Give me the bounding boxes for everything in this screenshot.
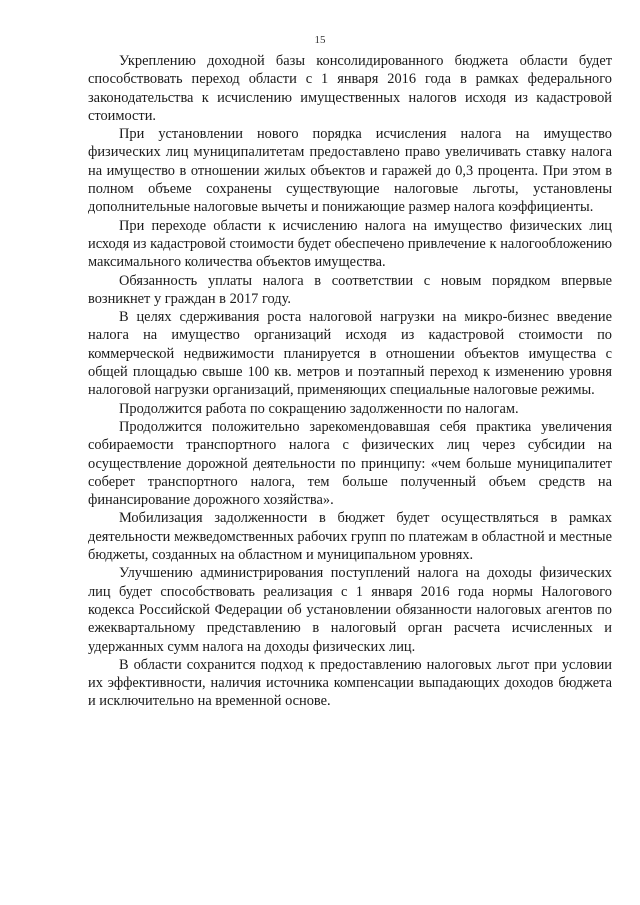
paragraph: Продолжится положительно зарекомендовавшая себя практика увеличения собираемости транспортного налога с физических лиц через субсидии на осуществление дорожной деятельности по принципу: «чем больше муниципалитет соберет транспортного налога, тем больше полученный объем средств на финансирование дорожного хозяйства».	[88, 418, 612, 509]
paragraph: Обязанность уплаты налога в соответствии с новым порядком впервые возникнет у граждан в 2017 году.	[88, 272, 612, 307]
paragraph: При установлении нового порядка исчисления налога на имущество физических лиц муниципалитетам предоставлено право увеличивать ставку налога на имущество в отношении жилых объектов и гаражей до 0,3 процента. При этом в полном объеме сохранены существующие налоговые льготы, установлены дополнительные налоговые вычеты и понижающие размер налога коэффициенты.	[88, 126, 612, 216]
paragraph: Улучшению администрирования поступлений налога на доходы физических лиц будет способствовать реализация с 1 января 2016 года нормы Налогового кодекса Российской Федерации об установлении обязанности налоговых агентов по ежеквартальному представлению в налоговый орган расчета исчисленных и удержанных сумм налога на доходы физических лиц.	[88, 565, 612, 655]
paragraph: В целях сдерживания роста налоговой нагрузки на микро-бизнес введение налога на имущество организаций исходя из кадастровой стоимости по коммерческой недвижимости планируется в отношении объектов имущества с общей площадью свыше 100 кв. метров и поэтапный переход к изменению уровня налоговой нагрузки организаций, применяющих специальные налоговые режимы.	[88, 309, 612, 399]
paragraph: В области сохранится подход к предоставлению налоговых льгот при условии их эффективности, наличия источника компенсации выпадающих доходов бюджета и исключительно на временной основе.	[88, 656, 612, 710]
body-text	[88, 52, 612, 711]
paragraph: Продолжится работа по сокращению задолженности по налогам.	[119, 400, 519, 417]
paragraph: Укреплению доходной базы консолидированного бюджета области будет способствовать переход области с 1 января 2016 года в рамках федерального законодательства к исчислению имущественных налогов исходя из кадастровой стоимости.	[88, 53, 612, 124]
paragraph: При переходе области к исчислению налога на имущество физических лиц исходя из кадастровой стоимости будет обеспечено привлечение к налогообложению максимального количества объектов имущества.	[88, 217, 612, 271]
paragraph: Мобилизация задолженности в бюджет будет осуществляться в рамках деятельности межведомственных рабочих групп по платежам в областной и местные бюджеты, созданных на областном и муниципальном уровнях.	[88, 510, 612, 564]
page-number: 15	[314, 34, 326, 46]
